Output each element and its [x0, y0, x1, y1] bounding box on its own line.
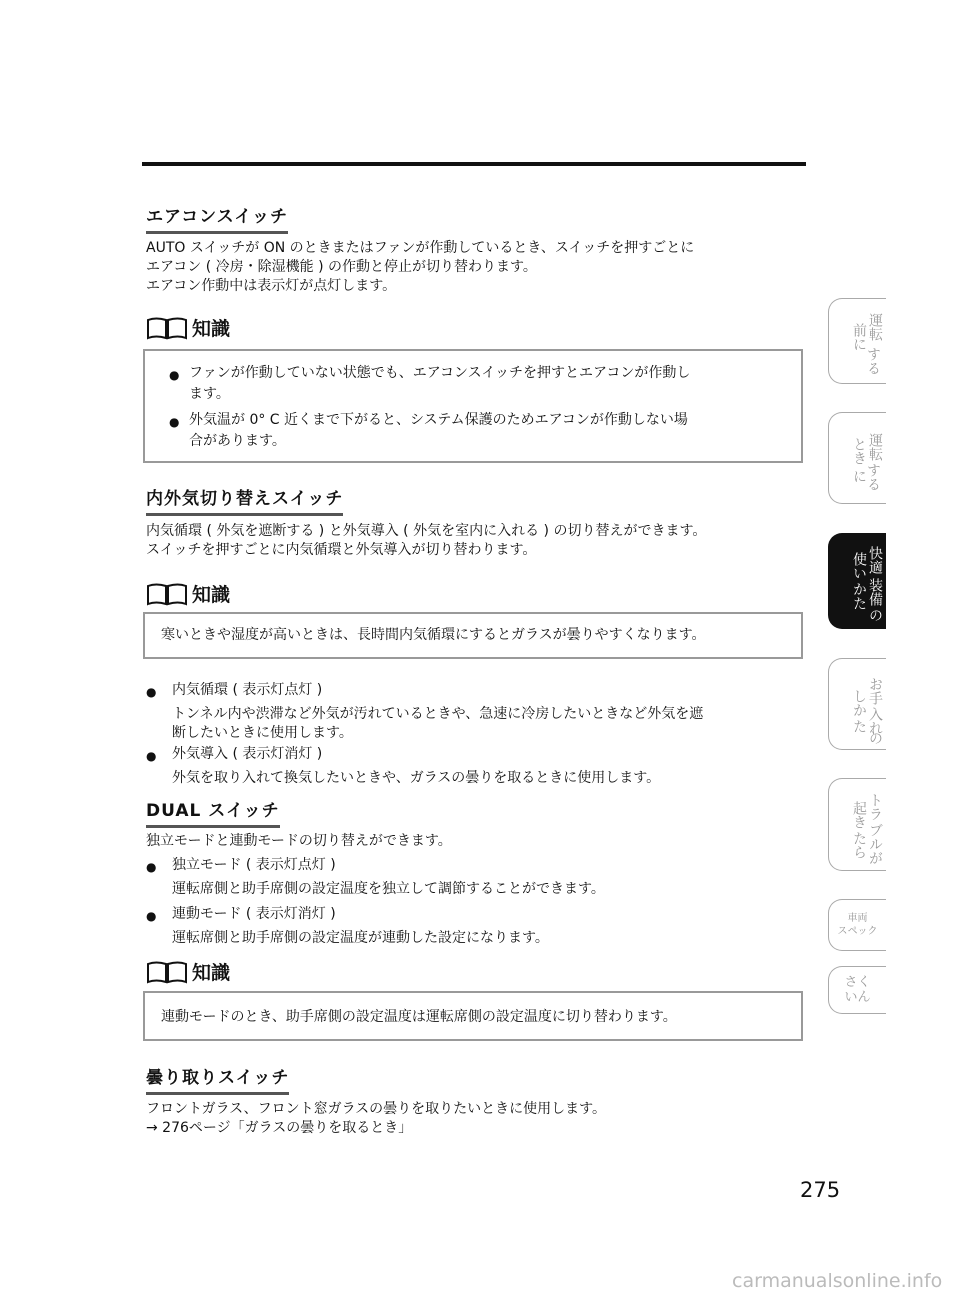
book-icon — [146, 960, 188, 984]
text-line: 断したいときに使用します。 — [172, 725, 353, 741]
knowledge-box — [143, 612, 803, 659]
item-title: 内気循環 ( 表示灯点灯 ) — [172, 682, 323, 698]
tab-label: 装備 — [867, 578, 883, 606]
tab-label: 前に — [851, 323, 867, 351]
list-item — [159, 410, 787, 452]
heading-recirc: 内外気切り替えスイッチ — [146, 488, 343, 516]
tab-label: しか — [851, 689, 867, 717]
tab-label: する — [865, 347, 881, 375]
bullet-icon: ● — [146, 909, 157, 923]
tab-label: に — [851, 469, 867, 483]
list-item — [146, 905, 336, 924]
tab-label: とき — [851, 437, 867, 465]
tab-label: 使い — [851, 552, 867, 580]
text-line: 外気を取り入れて換気したいときや、ガラスの曇りを取るときに使用します。 — [172, 770, 661, 786]
list-item — [159, 363, 787, 405]
knowledge-label: 知識 — [192, 962, 231, 984]
tab-label: 運転 — [867, 313, 883, 341]
list-item — [146, 745, 322, 764]
tab-while-driving[interactable] — [828, 412, 886, 504]
tab-before-driving[interactable] — [828, 298, 886, 384]
knowledge-box — [143, 349, 803, 463]
book-icon — [146, 316, 188, 340]
cross-reference-link[interactable]: → 276ページ「ガラスの曇りを取るとき」 — [146, 1120, 413, 1136]
knowledge-header — [146, 580, 230, 607]
book-icon — [146, 582, 188, 606]
page-number: 275 — [800, 1178, 841, 1202]
text-line: ます。 — [189, 386, 230, 402]
knowledge-header — [146, 314, 230, 341]
tab-label: トラ — [867, 793, 883, 821]
tab-label: た — [851, 719, 867, 733]
text-line: エアコン ( 冷房・除湿機能 ) の作動と停止が切り替わります。 — [146, 259, 537, 275]
text-line: スイッチを押すごとに内気循環と外気導入が切り替わります。 — [146, 542, 537, 558]
bullet-icon: ● — [169, 368, 180, 382]
knowledge-label: 知識 — [192, 584, 231, 606]
text-line: AUTO スイッチが ON のときまたはファンが作動しているとき、スイッチを押すごとに — [146, 240, 695, 256]
item-desc — [172, 705, 703, 743]
item-title: 連動モード ( 表示灯消灯 ) — [172, 906, 336, 922]
tab-comfort-equipment[interactable] — [828, 533, 886, 629]
tab-label: 車両 — [847, 913, 868, 924]
text-line: ファンが作動していない状態でも、エアコンスイッチを押すとエアコンが作動し — [189, 365, 691, 381]
text-line: トンネル内や渋滞など外気が汚れているときや、急速に冷房したいときなど外気を遮 — [172, 706, 704, 722]
tab-label: が — [867, 851, 883, 865]
tab-vehicle-specs[interactable] — [828, 899, 886, 951]
text-line: 合があります。 — [189, 433, 286, 449]
item-desc: 運転席側と助手席側の設定温度が連動した設定になります。 — [172, 930, 549, 946]
text-line: 内気循環 ( 外気を遮断する ) と外気導入 ( 外気を室内に入れる ) の切り替えができます。 — [146, 523, 707, 539]
knowledge-text: 連動モードのとき、助手席側の設定温度は運転席側の設定温度に切り替わります。 — [161, 1009, 677, 1025]
tab-label: たら — [851, 831, 867, 859]
defog-text — [146, 1100, 806, 1138]
tab-label: 入れ — [867, 707, 883, 735]
dual-intro: 独立モードと連動モードの切り替えができます。 — [146, 833, 452, 849]
item-title: 独立モード ( 表示灯点灯 ) — [172, 857, 336, 873]
tab-maintenance[interactable] — [828, 658, 886, 750]
knowledge-header — [146, 958, 230, 985]
list-item — [146, 856, 336, 875]
tab-label: お手 — [867, 677, 883, 705]
heading-dual: DUAL スイッチ — [146, 800, 280, 828]
bullet-icon: ● — [169, 415, 180, 429]
list-item — [146, 681, 322, 700]
tab-label: スペック — [837, 926, 878, 937]
tab-label: する — [865, 463, 881, 491]
bullet-icon: ● — [146, 749, 157, 763]
tab-label: さく — [844, 975, 871, 990]
tab-label: いん — [844, 990, 871, 1005]
watermark: carmanualsonline.info — [732, 1270, 943, 1292]
text-line: フロントガラス、フロント窓ガラスの曇りを取りたいときに使用します。 — [146, 1101, 607, 1117]
knowledge-box — [143, 991, 803, 1041]
heading-defog: 曇り取りスイッチ — [146, 1067, 289, 1095]
bullet-icon: ● — [146, 860, 157, 874]
tab-label: 起き — [851, 801, 867, 829]
tab-label: ブル — [867, 823, 883, 851]
aircon-text — [146, 239, 806, 296]
knowledge-label: 知識 — [192, 318, 231, 340]
text-line: エアコン作動中は表示灯が点灯します。 — [146, 278, 397, 294]
recirc-text — [146, 522, 806, 560]
bullet-icon: ● — [146, 685, 157, 699]
heading-aircon: エアコンスイッチ — [146, 206, 288, 234]
item-desc: 運転席側と助手席側の設定温度を独立して調節することができます。 — [172, 881, 605, 897]
tab-index[interactable] — [828, 966, 886, 1014]
tab-label: 快適 — [867, 546, 883, 574]
tab-label: かた — [851, 582, 867, 610]
knowledge-text: 寒いときや湿度が高いときは、長時間内気循環にするとガラスが曇りやすくなります。 — [161, 627, 706, 643]
top-rule — [142, 162, 806, 166]
text-line: 外気温が 0° C 近くまで下がると、システム保護のためエアコンが作動しない場 — [189, 412, 688, 428]
tab-label: 運転 — [867, 433, 883, 461]
tab-label: の — [867, 608, 883, 622]
item-desc — [172, 769, 660, 788]
item-title: 外気導入 ( 表示灯消灯 ) — [172, 746, 323, 762]
tab-label: の — [867, 731, 883, 745]
tab-troubleshooting[interactable] — [828, 778, 886, 871]
